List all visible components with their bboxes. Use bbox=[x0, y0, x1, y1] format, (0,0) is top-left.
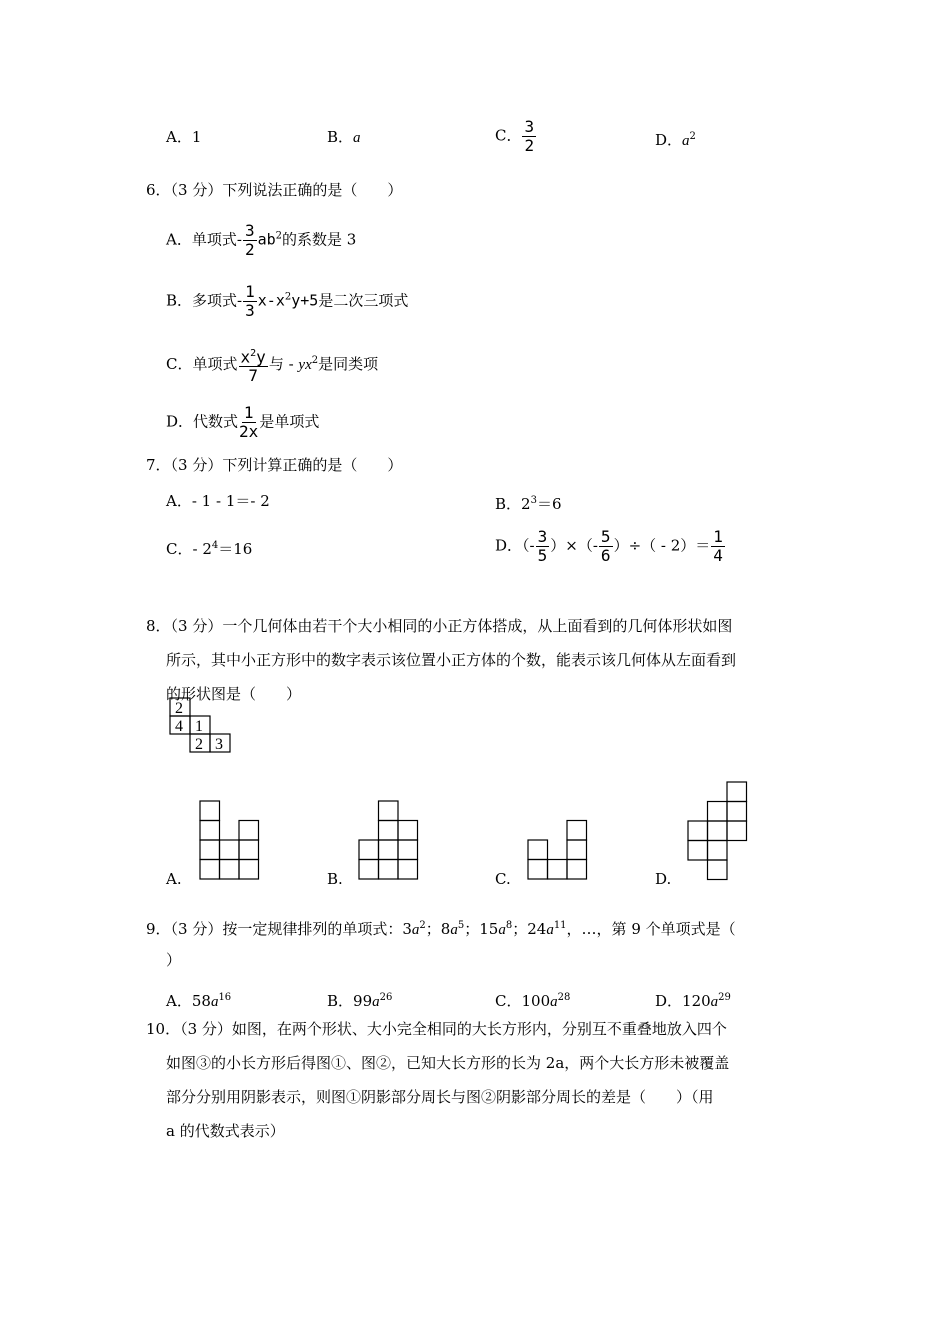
exponent: 2 bbox=[311, 355, 319, 367]
option-label: C． bbox=[166, 540, 193, 558]
denominator: 6 bbox=[600, 546, 611, 565]
cube-face bbox=[567, 821, 587, 841]
option-label: B． bbox=[166, 291, 193, 310]
option-label: B． bbox=[327, 992, 354, 1010]
fraction bbox=[536, 528, 550, 565]
q7-option-c[interactable] bbox=[166, 536, 252, 559]
text: 与 - bbox=[268, 355, 299, 374]
cell-number: 3 bbox=[215, 736, 223, 753]
cube-face bbox=[727, 802, 747, 822]
cell-number: 4 bbox=[175, 718, 183, 735]
text: 是单项式 bbox=[259, 412, 320, 431]
q8-stem-line: 的形状图是（ ） bbox=[166, 685, 302, 703]
q10-stem-line: 如图③的小长方形后得图①、图②，已知大长方形的长为 2a，两个大长方形未被覆盖 bbox=[166, 1054, 730, 1072]
option-label: B． bbox=[495, 495, 522, 513]
denominator: 5 bbox=[537, 546, 548, 565]
text: ）×（ bbox=[550, 536, 593, 555]
q7-stem: 7．（3 分）下列计算正确的是（ ） bbox=[146, 456, 403, 474]
coef: 120 bbox=[682, 992, 711, 1010]
expr: y+5 bbox=[291, 291, 319, 310]
exponent: 28 bbox=[557, 992, 571, 1003]
denominator: 2x bbox=[239, 422, 259, 441]
sep: ； bbox=[464, 920, 480, 938]
cube-face bbox=[379, 860, 399, 880]
q8-stem-line: 所示，其中小正方形中的数字表示该位置小正方体的个数，能表示该几何体从左面看到 bbox=[166, 651, 737, 669]
var: a bbox=[372, 994, 380, 1010]
coef: 58 bbox=[191, 992, 211, 1010]
cell-number: 2 bbox=[195, 736, 203, 753]
exponent: 4 bbox=[211, 540, 219, 551]
expr: x-x bbox=[257, 291, 285, 310]
option-label: D． bbox=[655, 992, 683, 1010]
q9-option-a[interactable] bbox=[166, 988, 231, 1012]
exponent: 2 bbox=[250, 348, 257, 359]
cell-number: 2 bbox=[175, 700, 183, 717]
denominator: 2 bbox=[524, 136, 535, 155]
var: y bbox=[256, 347, 266, 367]
var: a bbox=[210, 994, 219, 1010]
text: ＝16 bbox=[218, 540, 253, 558]
q9-stem-line2: ） bbox=[166, 951, 182, 969]
q6-option-a[interactable] bbox=[166, 222, 356, 259]
fraction bbox=[243, 283, 257, 320]
q5-option-a[interactable] bbox=[166, 127, 201, 147]
cube-face bbox=[567, 840, 587, 860]
text: 多项式 bbox=[192, 291, 238, 310]
fraction bbox=[243, 222, 257, 259]
var: a bbox=[450, 922, 458, 938]
q9-option-b[interactable] bbox=[327, 988, 392, 1012]
coef: 3 bbox=[402, 920, 412, 938]
sign: - bbox=[237, 291, 243, 310]
option-label: A． bbox=[166, 492, 192, 510]
coef: 100 bbox=[521, 992, 551, 1010]
cube-face bbox=[359, 860, 379, 880]
term bbox=[441, 920, 464, 938]
numerator: 1 bbox=[245, 282, 255, 301]
q6-option-d[interactable] bbox=[166, 404, 319, 441]
option-label: C． bbox=[166, 355, 193, 374]
exponent: 16 bbox=[218, 992, 232, 1003]
exponent: 2 bbox=[419, 920, 426, 931]
text: （ bbox=[522, 536, 530, 555]
option-label: B． bbox=[327, 128, 354, 146]
var: a bbox=[411, 922, 420, 938]
cube-face bbox=[239, 840, 259, 860]
q5-option-d[interactable] bbox=[655, 127, 696, 151]
cube-face bbox=[379, 840, 399, 860]
top-view-figure bbox=[160, 690, 250, 760]
option-label: D． bbox=[166, 412, 194, 431]
text: ）÷（ - 2）＝ bbox=[613, 536, 711, 555]
left-view-option-b[interactable] bbox=[358, 800, 420, 882]
option-label: A． bbox=[166, 992, 192, 1010]
q10-stem-line: a 的代数式表示） bbox=[166, 1122, 285, 1140]
cube-face bbox=[379, 821, 399, 841]
cube-face bbox=[548, 860, 568, 880]
cube-face bbox=[708, 821, 728, 841]
cube-face bbox=[398, 821, 418, 841]
q9-option-c[interactable] bbox=[495, 988, 570, 1012]
option-text: 1 bbox=[191, 128, 202, 146]
option-label: C． bbox=[495, 126, 522, 145]
q8-stem-line: 8．（3 分）一个几何体由若干个大小相同的小正方体搭成，从上面看到的几何体形状如图 bbox=[146, 617, 733, 635]
q7-option-b[interactable] bbox=[495, 491, 562, 514]
text: 单项式 bbox=[191, 230, 237, 249]
text: 是同类项 bbox=[318, 355, 379, 374]
cube-face bbox=[220, 860, 240, 880]
cube-face bbox=[528, 860, 548, 880]
q6-stem: 6．（3 分）下列说法正确的是（ ） bbox=[146, 181, 403, 199]
sign: - bbox=[236, 230, 242, 249]
numerator: 3 bbox=[524, 117, 535, 136]
cube-face bbox=[200, 840, 220, 860]
q10-stem-line: 部分分别用阴影表示，则图①阴影部分周长与图②阴影部分周长的差是（ ）（用 bbox=[166, 1088, 714, 1106]
exponent: 2 bbox=[689, 131, 696, 142]
q5-option-b[interactable] bbox=[327, 127, 361, 148]
fraction bbox=[239, 345, 268, 385]
text: 9．（3 分）按一定规律排列的单项式： bbox=[146, 920, 403, 938]
cube-face bbox=[220, 840, 240, 860]
q6-option-b[interactable] bbox=[166, 283, 408, 320]
cube-face bbox=[688, 821, 708, 841]
var: a bbox=[498, 922, 506, 938]
text: - 2 bbox=[192, 540, 212, 558]
denominator: 7 bbox=[248, 366, 258, 386]
exponent: 3 bbox=[530, 495, 537, 506]
q8-option-a-label[interactable]: A. bbox=[166, 870, 182, 888]
q10-stem-line: 10．（3 分）如图，在两个形状、大小完全相同的大长方形内，分别互不重叠地放入四个 bbox=[146, 1020, 727, 1038]
text: 2 bbox=[521, 495, 531, 513]
coef: 99 bbox=[353, 992, 373, 1010]
cube-face bbox=[200, 860, 220, 880]
numerator: 5 bbox=[600, 527, 611, 546]
cube-face bbox=[727, 821, 747, 841]
variable: ab bbox=[257, 230, 276, 249]
cube-face bbox=[708, 860, 728, 880]
q8-option-d-label[interactable]: D. bbox=[655, 870, 672, 888]
text: 代数式 bbox=[193, 412, 239, 431]
cube-face bbox=[239, 860, 259, 880]
sep: ； bbox=[512, 920, 528, 938]
cube-face bbox=[708, 841, 728, 861]
exponent: 11 bbox=[553, 920, 567, 931]
fraction bbox=[711, 528, 725, 565]
option-label: D． bbox=[495, 536, 523, 555]
q8-option-b-label[interactable]: B. bbox=[327, 870, 343, 888]
option-label: A． bbox=[166, 128, 192, 146]
cube-face bbox=[398, 860, 418, 880]
coef: 8 bbox=[440, 920, 451, 938]
coef: 24 bbox=[527, 920, 547, 938]
var: a bbox=[550, 994, 558, 1010]
fraction bbox=[599, 528, 613, 565]
denominator: 4 bbox=[713, 546, 723, 565]
exponent: 2 bbox=[275, 230, 283, 242]
exponent: 29 bbox=[718, 992, 731, 1003]
cube-face bbox=[688, 841, 708, 861]
option-label: D． bbox=[655, 131, 683, 149]
option-label: A． bbox=[166, 230, 192, 249]
sep: ； bbox=[425, 920, 441, 938]
q9-stem bbox=[146, 916, 736, 940]
cube-face bbox=[379, 801, 399, 821]
numerator bbox=[239, 345, 268, 367]
term bbox=[527, 920, 566, 938]
text: 的系数是 3 bbox=[282, 230, 357, 249]
q6-option-c[interactable] bbox=[166, 345, 378, 385]
left-view-option-c[interactable] bbox=[527, 800, 589, 882]
cube-face bbox=[239, 821, 259, 841]
text: 单项式 bbox=[192, 355, 238, 374]
cube-face bbox=[200, 801, 220, 821]
numerator: 1 bbox=[713, 527, 723, 546]
var: a bbox=[546, 922, 554, 938]
exponent: 2 bbox=[284, 291, 292, 303]
text: ＝6 bbox=[536, 495, 562, 513]
cube-face bbox=[359, 840, 379, 860]
text: ，…，第 9 个单项式是（ bbox=[566, 920, 736, 938]
option-text: a bbox=[353, 130, 361, 146]
q8-option-c-label[interactable]: C. bbox=[495, 870, 511, 888]
var: a bbox=[710, 994, 719, 1010]
cube-face bbox=[567, 860, 587, 880]
cube-face bbox=[727, 782, 747, 802]
option-label: C． bbox=[495, 992, 522, 1010]
cube-face bbox=[528, 840, 548, 860]
cell-number: 1 bbox=[195, 718, 203, 735]
denominator: 2 bbox=[244, 240, 255, 259]
left-view-option-a[interactable] bbox=[199, 800, 261, 882]
q9-option-d[interactable] bbox=[655, 988, 731, 1012]
q7-option-a[interactable] bbox=[166, 491, 270, 511]
q5-option-c[interactable] bbox=[495, 118, 537, 155]
term bbox=[402, 920, 425, 938]
text: 是二次三项式 bbox=[318, 291, 409, 310]
coef: 15 bbox=[479, 920, 499, 938]
numerator: 3 bbox=[537, 527, 548, 546]
exponent: 26 bbox=[379, 992, 393, 1003]
denominator: 3 bbox=[245, 301, 255, 320]
fraction bbox=[239, 404, 258, 441]
left-view-option-d[interactable] bbox=[687, 781, 749, 882]
cube-face bbox=[708, 802, 728, 822]
fraction bbox=[522, 118, 536, 155]
exponent: 8 bbox=[505, 920, 513, 931]
exponent: 5 bbox=[457, 920, 465, 931]
numerator: 3 bbox=[244, 221, 255, 240]
text: - 1 - 1＝- 2 bbox=[191, 492, 270, 510]
term bbox=[479, 920, 512, 938]
numerator: 1 bbox=[243, 403, 254, 422]
q7-option-d[interactable]: D．（- $\frac{3}{5}$ ）×（- $\frac{5}{6}$ ）÷（ - 2）＝ $\frac{1}{4}$ bbox=[495, 527, 723, 565]
variable: yx bbox=[298, 357, 312, 374]
var: x bbox=[240, 347, 251, 367]
option-text: a bbox=[682, 133, 690, 149]
cube-face bbox=[398, 840, 418, 860]
cube-face bbox=[200, 821, 220, 841]
